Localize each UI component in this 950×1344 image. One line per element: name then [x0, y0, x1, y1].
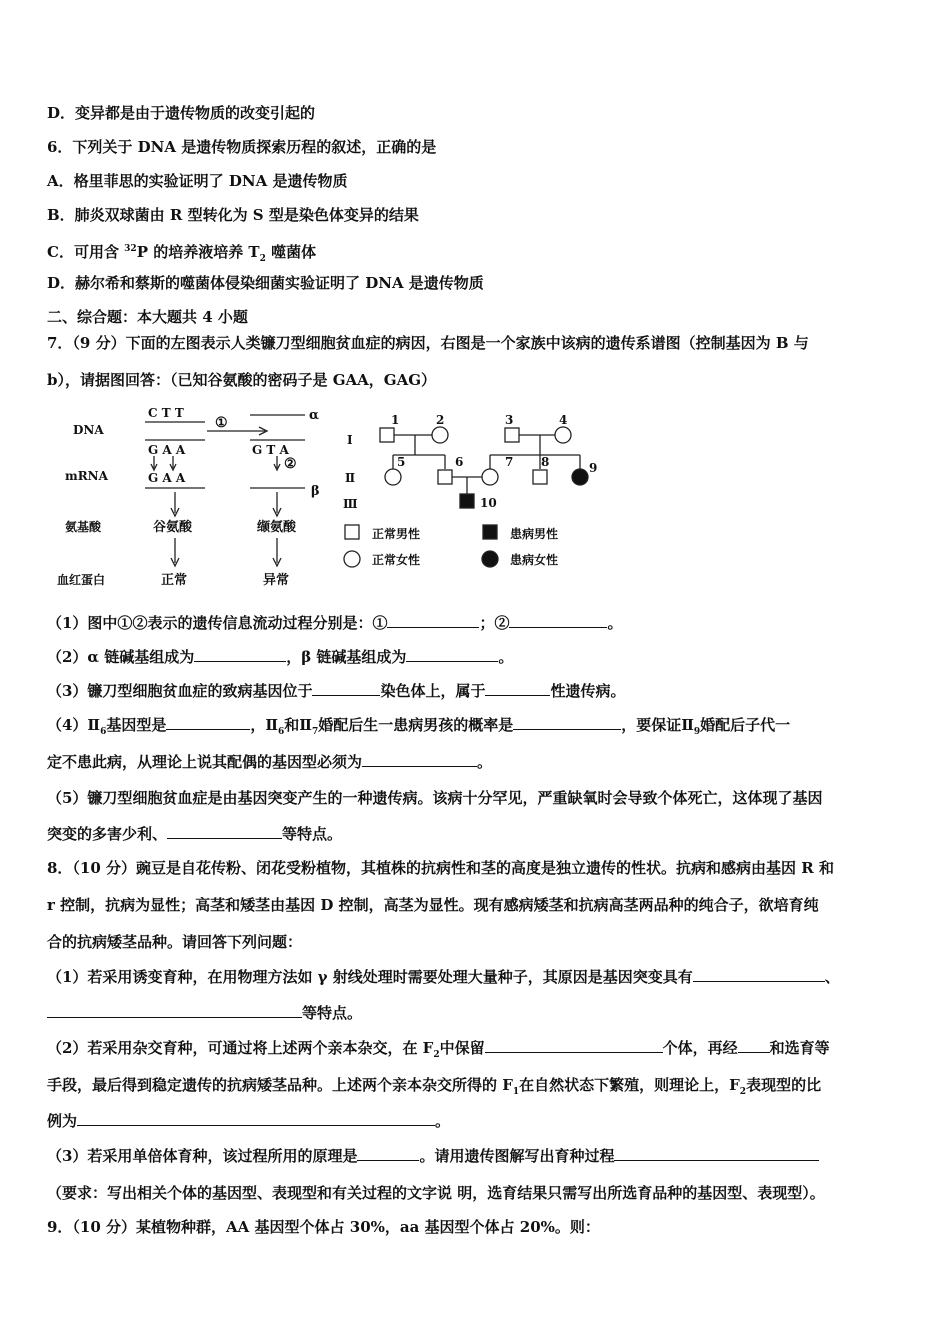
- mrna-label: mRNA: [65, 469, 108, 483]
- legend-normal-male-icon: [345, 525, 359, 539]
- answer-blank[interactable]: [509, 613, 607, 628]
- answer-blank[interactable]: [362, 752, 477, 767]
- q9-stem: 9．（10 分）某植物种群，AA 基因型个体占 30%，aa 基因型个体占 20%。则：: [47, 1218, 600, 1236]
- pedigree-1: [380, 428, 394, 442]
- q6-option-b: B．肺炎双球菌由 R 型转化为 S 型是染色体变异的结果: [47, 206, 419, 224]
- q8-part3-line2: （要求：写出相关个体的基因型、表现型和有关过程的文字说 明，选育结果只需写出所选育品种的基因型、表现型）。: [47, 1184, 825, 1202]
- hb-normal: 正常: [161, 573, 188, 588]
- q7-part5-line2: 突变的多害少利、 等特点。: [47, 825, 343, 843]
- q6-stem: 6．下列关于 DNA 是遗传物质探索历程的叙述，正确的是: [47, 138, 437, 156]
- q8-part2-line3: 例为 。: [47, 1112, 451, 1130]
- q8-stem-line1: 8．（10 分）豌豆是自花传粉、闭花受粉植物，其植株的抗病性和茎的高度是独立遗传的性状。抗病和感病由基因 R 和: [47, 859, 834, 877]
- answer-blank[interactable]: [194, 647, 286, 662]
- answer-blank[interactable]: [312, 681, 380, 696]
- pedigree-10: [460, 494, 474, 508]
- legend-normal-female-icon: [344, 551, 360, 567]
- aa-mutant: 缬氨酸: [257, 520, 297, 535]
- pedigree-7: [482, 469, 498, 485]
- step2-label: ②: [284, 456, 297, 472]
- mutant-seq: G T A: [252, 443, 289, 457]
- legend-affected-male: 患病男性: [510, 527, 559, 541]
- pedigree-5: [385, 469, 401, 485]
- legend-affected-male-icon: [483, 525, 497, 539]
- q8-part2-line1: （2）若采用杂交育种，可通过将上述两个亲本杂交，在 $F_2$中保留 个体，再经 和选育等: [47, 1039, 830, 1060]
- answer-blank[interactable]: [738, 1038, 770, 1053]
- legend-affected-female: 患病女性: [510, 553, 559, 567]
- step1-label: ①: [215, 415, 228, 431]
- pedigree-label-8: 8: [541, 455, 550, 469]
- answer-blank[interactable]: [167, 824, 282, 839]
- pedigree-label-4: 4: [559, 413, 568, 427]
- answer-blank[interactable]: [357, 1146, 419, 1161]
- q6-option-d: D．赫尔希和蔡斯的噬菌体侵染细菌实验证明了 DNA 是遗传物质: [47, 274, 484, 292]
- q7-figure: [55, 400, 615, 600]
- pedigree-label-10: 10: [480, 496, 497, 510]
- legend-normal-male: 正常男性: [372, 527, 421, 541]
- answer-blank[interactable]: [513, 715, 621, 730]
- answer-blank[interactable]: [614, 1146, 819, 1161]
- legend-normal-female: 正常女性: [372, 553, 421, 567]
- amino-acid-label: 氨基酸: [65, 520, 102, 534]
- q7-part4-line1: $(4)Ⅱ_6$基因型是 ，$Ⅱ_6$和$Ⅱ_7$婚配后生一患病男孩的概率是 ，要保证$Ⅱ_9$婚配后子代一: [47, 716, 791, 737]
- pedigree-label-1: 1: [391, 413, 400, 427]
- answer-blank[interactable]: [485, 681, 550, 696]
- dna-label: DNA: [73, 423, 104, 437]
- q7-stem-line2: b），请据图回答：（已知谷氨酸的密码子是 GAA，GAG）: [47, 371, 437, 389]
- gen2-label: Ⅱ: [345, 471, 356, 485]
- pedigree-label-3: 3: [505, 413, 514, 427]
- hb-abnormal: 异常: [263, 573, 290, 588]
- dna-bottom-seq: G A A: [148, 443, 186, 457]
- pedigree-label-2: 2: [436, 413, 445, 427]
- q8-stem-line2: r 控制，抗病为显性；高茎和矮茎由基因 D 控制，高茎为显性。现有感病矮茎和抗病高茎两品种的纯合子，欲培育纯: [47, 896, 819, 914]
- q8-part1-line2: 等特点。: [47, 1003, 910, 1023]
- q5-option-d: D．变异都是由于遗传物质的改变引起的: [47, 104, 316, 122]
- answer-blank[interactable]: [485, 1038, 663, 1053]
- answer-blank[interactable]: [387, 613, 479, 628]
- dna-top-seq: C T T: [148, 406, 184, 420]
- q6-option-a: A．格里菲思的实验证明了 DNA 是遗传物质: [47, 172, 348, 190]
- answer-blank[interactable]: [693, 967, 825, 982]
- pedigree-8: [533, 470, 547, 484]
- pedigree-2: [432, 427, 448, 443]
- pedigree-9: [572, 469, 588, 485]
- q8-stem-line3: 合的抗病矮茎品种。请回答下列问题：: [47, 933, 303, 951]
- pedigree-label-5: 5: [397, 455, 406, 469]
- pedigree-label-9: 9: [589, 461, 598, 475]
- legend-affected-female-icon: [482, 551, 498, 567]
- answer-blank[interactable]: [166, 715, 250, 730]
- section-heading: 二、综合题：本大题共 4 小题: [47, 308, 248, 326]
- mrna-seq: G A A: [148, 471, 186, 485]
- q7-part3: （3）镰刀型细胞贫血症的致病基因位于 染色体上，属于 性遗传病。: [47, 682, 626, 700]
- gen1-label: Ⅰ: [347, 433, 353, 447]
- aa-normal: 谷氨酸: [153, 520, 193, 535]
- hemoglobin-label: 血红蛋白: [57, 573, 106, 587]
- q8-part2-line2: 手段，最后得到稳定遗传的抗病矮茎品种。上述两个亲本杂交所得的 $F_1$在自然状态下繁殖，则理论上，$F_2$表现型的比: [47, 1076, 822, 1097]
- q7-part5-line1: （5）镰刀型细胞贫血症是由基因突变产生的一种遗传病。该病十分罕见，严重缺氧时会导致个体死亡，这体现了基因: [47, 789, 823, 807]
- q7-part1: （1）图中①②表示的遗传信息流动过程分别是：① ；② 。: [47, 614, 623, 632]
- answer-blank[interactable]: [406, 647, 498, 662]
- answer-blank[interactable]: [77, 1111, 435, 1126]
- alpha-label: α: [309, 408, 320, 423]
- pedigree-label-7: 7: [505, 455, 514, 469]
- q8-part3-line1: （3）若采用单倍体育种，该过程所用的原理是 。请用遗传图解写出育种过程: [47, 1146, 910, 1166]
- pedigree-4: [555, 427, 571, 443]
- q8-part1-line1: （1）若采用诱变育种，在用物理方法如 γ 射线处理时需要处理大量种子，其原因是基因突变具有 、: [47, 968, 840, 986]
- pedigree-3: [505, 428, 519, 442]
- gen3-label: Ⅲ: [343, 497, 358, 511]
- answer-blank[interactable]: [47, 1003, 302, 1018]
- pedigree-label-6: 6: [455, 455, 464, 469]
- q7-stem-line1: 7．（9 分）下面的左图表示人类镰刀型细胞贫血症的病因，右图是一个家族中该病的遗传系谱图（控制基因为 B 与: [47, 334, 809, 352]
- beta-label: β: [311, 484, 320, 499]
- q6-option-c: C．可用含 $^{32}$P 的培养液培养 $T_2$ 噬菌体: [47, 243, 317, 264]
- pedigree-6: [438, 470, 452, 484]
- q7-part2: （2）α 链碱基组成为 ，β 链碱基组成为 。: [47, 648, 514, 666]
- q7-part4-line2: 定不患此病，从理论上说其配偶的基因型必须为 。: [47, 753, 493, 771]
